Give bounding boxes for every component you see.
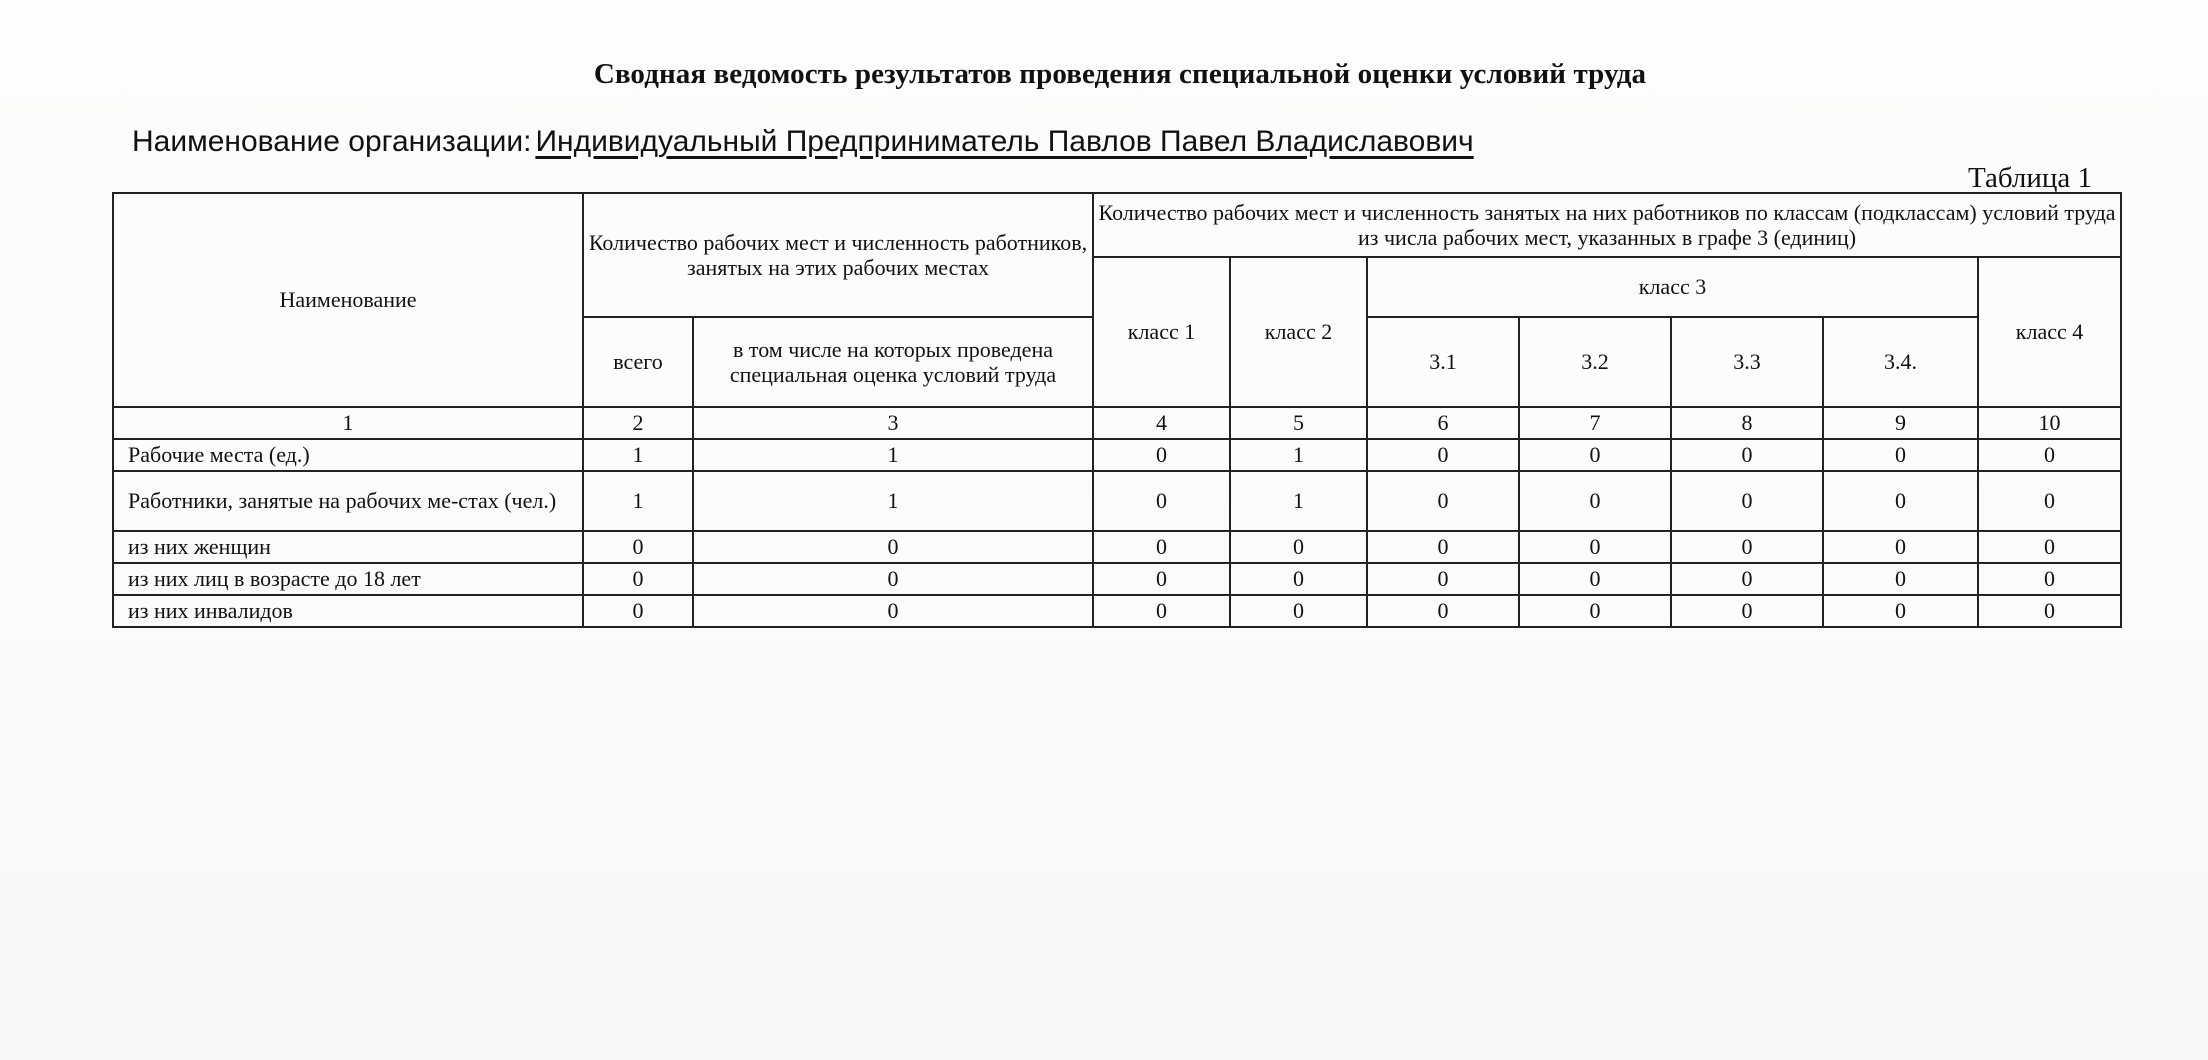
- row-name: Рабочие места (ед.): [113, 439, 583, 471]
- column-number: 2: [583, 407, 693, 439]
- cell-value: 0: [1230, 531, 1367, 563]
- cell-value: 0: [1978, 595, 2121, 627]
- column-number: 3: [693, 407, 1093, 439]
- header-classes-group: Количество рабочих мест и численность занятых на них работников по классам (подклассам) условий труда из числа рабочих мест, указанных в графе 3 (единиц): [1093, 193, 2121, 257]
- cell-value: 0: [1367, 595, 1519, 627]
- cell-value: 1: [1230, 439, 1367, 471]
- table-row: [113, 471, 2121, 531]
- header-name: Наименование: [113, 193, 583, 407]
- cell-value: 0: [1093, 531, 1230, 563]
- cell-value: 0: [1978, 439, 2121, 471]
- column-number-row: [113, 407, 2121, 439]
- cell-value: 0: [583, 563, 693, 595]
- table-row: [113, 531, 2121, 563]
- column-number: 6: [1367, 407, 1519, 439]
- cell-value: 0: [1093, 471, 1230, 531]
- cell-value: 0: [1671, 439, 1823, 471]
- cell-value: 0: [1093, 563, 1230, 595]
- header-total: всего: [583, 317, 693, 407]
- header-class-2: класс 2: [1230, 257, 1367, 407]
- document-title: Сводная ведомость результатов проведения специальной оценки условий труда: [593, 58, 1647, 90]
- cell-value: 0: [1978, 471, 2121, 531]
- cell-value: 1: [583, 439, 693, 471]
- column-number: 7: [1519, 407, 1671, 439]
- column-number: 1: [113, 407, 583, 439]
- cell-value: 0: [1823, 531, 1978, 563]
- column-number: 4: [1093, 407, 1230, 439]
- row-name: из них лиц в возрасте до 18 лет: [113, 563, 583, 595]
- cell-value: 0: [1093, 439, 1230, 471]
- organization-name: Индивидуальный Предприниматель Павлов Павел Владиславович: [535, 125, 1474, 158]
- row-name: из них женщин: [113, 531, 583, 563]
- cell-value: 0: [693, 531, 1093, 563]
- cell-value: 0: [1671, 471, 1823, 531]
- cell-value: 0: [1671, 595, 1823, 627]
- row-name: Работники, занятые на рабочих ме-стах (чел.): [113, 471, 583, 531]
- header-assessed: в том числе на которых проведена специальная оценка условий труда: [693, 317, 1093, 407]
- cell-value: 0: [583, 595, 693, 627]
- organization-line: [132, 125, 1474, 159]
- header-class-1: класс 1: [1093, 257, 1230, 407]
- cell-value: 0: [1519, 563, 1671, 595]
- cell-value: 0: [1823, 471, 1978, 531]
- cell-value: 0: [1671, 563, 1823, 595]
- table-row: [113, 563, 2121, 595]
- table-label: Таблица 1: [1968, 162, 2093, 194]
- table-row: [113, 439, 2121, 471]
- header-subclass-3-2: 3.2: [1519, 317, 1671, 407]
- table-row: [113, 595, 2121, 627]
- cell-value: 0: [583, 531, 693, 563]
- cell-value: 0: [1519, 471, 1671, 531]
- cell-value: 0: [1230, 595, 1367, 627]
- cell-value: 0: [1978, 531, 2121, 563]
- cell-value: 0: [1367, 563, 1519, 595]
- organization-label: Наименование организации:: [132, 125, 532, 158]
- cell-value: 1: [583, 471, 693, 531]
- cell-value: 0: [1093, 595, 1230, 627]
- header-subclass-3-3: 3.3: [1671, 317, 1823, 407]
- cell-value: 0: [1978, 563, 2121, 595]
- column-number: 10: [1978, 407, 2121, 439]
- cell-value: 0: [1367, 439, 1519, 471]
- column-number: 8: [1671, 407, 1823, 439]
- cell-value: 0: [1823, 595, 1978, 627]
- header-subclass-3-4: 3.4.: [1823, 317, 1978, 407]
- summary-table: [112, 192, 2122, 628]
- cell-value: 0: [1823, 439, 1978, 471]
- cell-value: 0: [1519, 439, 1671, 471]
- column-number: 5: [1230, 407, 1367, 439]
- cell-value: 0: [693, 595, 1093, 627]
- header-workplaces-group: Количество рабочих мест и численность работников, занятых на этих рабочих местах: [583, 193, 1093, 317]
- cell-value: 0: [1519, 595, 1671, 627]
- cell-value: 0: [1230, 563, 1367, 595]
- cell-value: 0: [1823, 563, 1978, 595]
- cell-value: 0: [1519, 531, 1671, 563]
- cell-value: 1: [1230, 471, 1367, 531]
- cell-value: 0: [1367, 531, 1519, 563]
- cell-value: 1: [693, 439, 1093, 471]
- column-number: 9: [1823, 407, 1978, 439]
- cell-value: 0: [1367, 471, 1519, 531]
- cell-value: 0: [693, 563, 1093, 595]
- cell-value: 0: [1671, 531, 1823, 563]
- header-class-3: класс 3: [1367, 257, 1978, 317]
- row-name: из них инвалидов: [113, 595, 583, 627]
- header-subclass-3-1: 3.1: [1367, 317, 1519, 407]
- cell-value: 1: [693, 471, 1093, 531]
- header-class-4: класс 4: [1978, 257, 2121, 407]
